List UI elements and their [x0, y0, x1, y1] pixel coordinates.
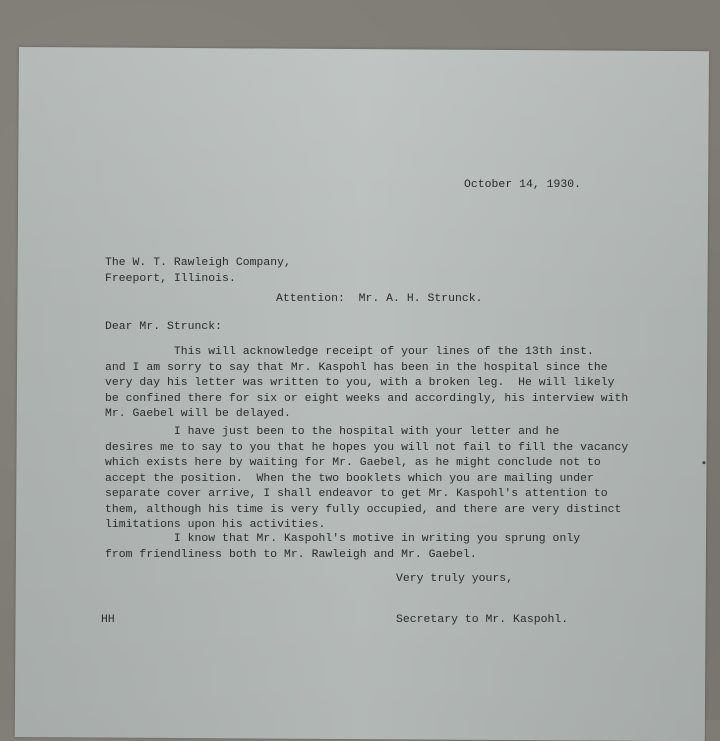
typist-initials: HH	[101, 614, 115, 626]
paragraph-3	[105, 532, 580, 563]
attention-line: Attention: Mr. A. H. Strunck.	[276, 293, 483, 305]
text-line: separate cover arrive, I shall endeavor to get Mr. Kaspohl's attention to	[105, 488, 608, 500]
text-line: accept the position. When the two booklets which you are mailing under	[105, 472, 594, 485]
closing: Very truly yours,	[396, 573, 514, 585]
salutation: Dear Mr. Strunck:	[105, 321, 223, 333]
text-line: I know that Mr. Kaspohl's motive in writing you sprung only	[105, 533, 581, 545]
text-line: This will acknowledge receipt of your lines of the 13th inst.	[105, 346, 594, 358]
text-line: I have just been to the hospital with your letter and he	[105, 426, 560, 438]
ink-speck	[702, 461, 705, 464]
text-line: them, although his time is very fully occupied, and there are very distinct	[105, 503, 622, 516]
text-line: which exists here by waiting for Mr. Gaebel, as he might conclude not to	[105, 457, 601, 469]
signature-line: Secretary to Mr. Kaspohl.	[396, 614, 569, 626]
text-line: Mr. Gaebel will be delayed.	[105, 408, 291, 420]
text-line: be confined there for six or eight weeks and accordingly, his interview with	[105, 392, 629, 405]
address-line: Freeport, Illinois.	[105, 272, 236, 285]
paragraph-1	[105, 345, 628, 423]
paragraph-2	[105, 425, 628, 534]
text-line: desires me to say to you that he hopes you will not fail to fill the vacancy	[105, 441, 629, 454]
text-line: from friendliness both to Mr. Rawleigh and Mr. Gaebel.	[105, 548, 477, 561]
text-line: very day his letter was written to you, with a broken leg. He will likely	[105, 377, 615, 389]
letter-date: October 14, 1930.	[464, 179, 582, 191]
address-line: The W. T. Rawleigh Company,	[105, 257, 291, 269]
text-line: limitations upon his activities.	[105, 519, 326, 531]
recipient-address	[105, 256, 291, 287]
text-line: and I am sorry to say that Mr. Kaspohl has been in the hospital since the	[105, 361, 608, 374]
